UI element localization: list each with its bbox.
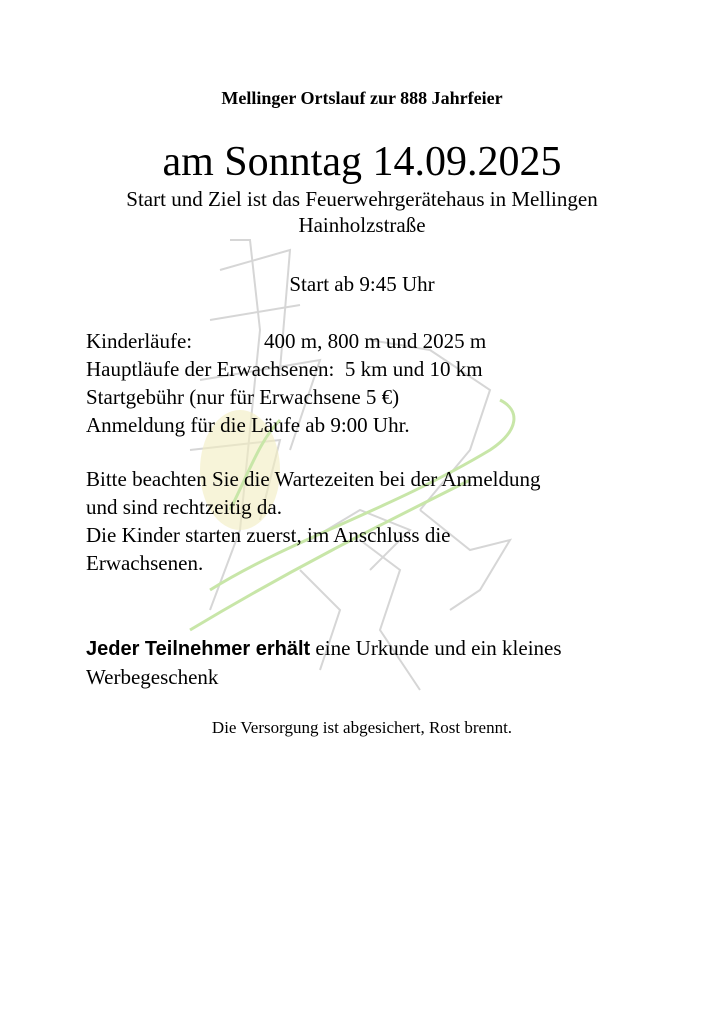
prize-rest-text: eine Urkunde und ein kleines (310, 636, 562, 660)
kids-races-value: 400 m, 800 m und 2025 m (264, 329, 487, 353)
race-details (86, 327, 486, 439)
location-line-1: Start und Ziel ist das Feuerwehrgerätehaus in Mellingen (126, 187, 598, 211)
registration-row: Anmeldung für die Läufe ab 9:00 Uhr. (86, 413, 410, 437)
entry-fee-row: Startgebühr (nur für Erwachsene 5 €) (86, 385, 400, 409)
kids-races-row (86, 327, 486, 355)
location-line-2: Hainholzstraße (298, 213, 426, 237)
event-date: am Sonntag 14.09.2025 (162, 139, 562, 185)
catering-note: Die Versorgung ist abgesichert, Rost brennt. (211, 718, 513, 737)
waiting-note (86, 465, 646, 577)
note-line-4: Erwachsenen. (86, 551, 204, 575)
note-line-3: Die Kinder starten zuerst, im Anschluss die (86, 523, 451, 547)
kids-races-label: Kinderläufe: (86, 329, 193, 353)
event-location (0, 186, 724, 238)
note-line-1: Bitte beachten Sie die Wartezeiten bei der Anmeldung (86, 467, 541, 491)
prize-bold-text: Jeder Teilnehmer erhält (86, 638, 311, 660)
participant-prize (86, 634, 646, 691)
note-line-2: und sind rechtzeitig da. (86, 495, 282, 519)
adult-races-row: Hauptläufe der Erwachsenen: 5 km und 10 km (86, 357, 483, 381)
flyer-heading: Mellinger Ortslauf zur 888 Jahrfeier (221, 88, 503, 108)
start-time: Start ab 9:45 Uhr (289, 272, 435, 296)
prize-line-1 (86, 634, 646, 663)
prize-line-2: Werbegeschenk (86, 665, 219, 689)
